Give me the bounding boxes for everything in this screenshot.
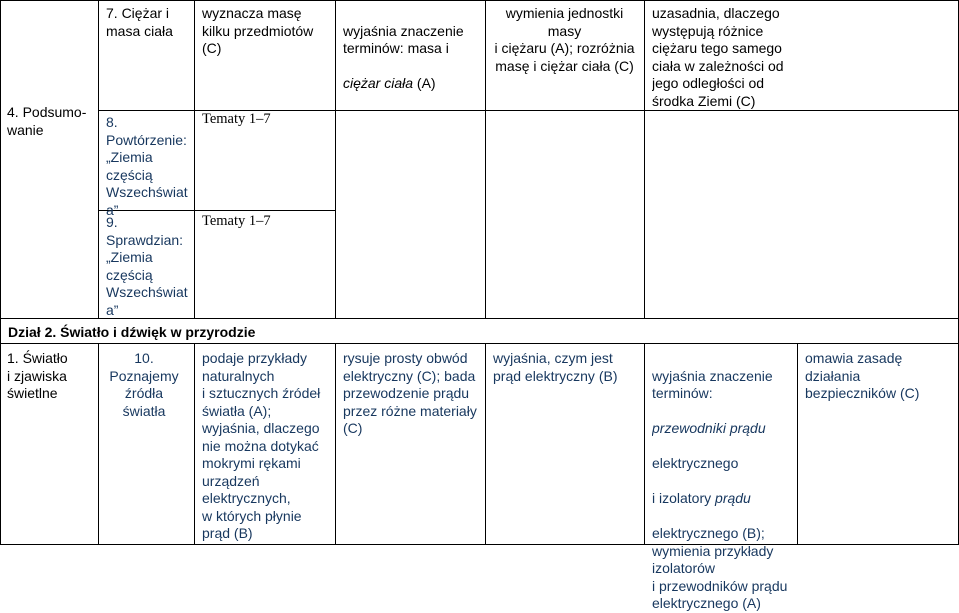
lesson-10-term-conductors: przewodniki prądu bbox=[652, 420, 766, 436]
col-line-4-bottom bbox=[485, 343, 486, 545]
lesson-7-requirement-excellent: uzasadnia, dlaczego występują różnice ciężaru tego samego ciała w zależności od jego odległości od środka Ziemi (C) bbox=[652, 5, 784, 109]
lesson-10-requirement-outstanding: omawia zasadę działania bezpieczników (C) bbox=[805, 350, 920, 401]
lesson-10-requirement-basic: podaje przykłady naturalnych i sztucznych źródeł światła (A); wyjaśnia, dlaczego nie można dotykać mokrymi rękami urządzeń elektrycznych, w których płynie prąd (B) bbox=[202, 350, 321, 541]
lesson-7-extended-term: ciężar ciała bbox=[343, 75, 414, 91]
col-line-2-bottom bbox=[194, 343, 195, 545]
col-line-1-top bbox=[98, 0, 99, 318]
col-line-5-bottom bbox=[644, 343, 645, 545]
lesson-10-term-current: prądu bbox=[715, 490, 751, 506]
lesson-7-title: 7. Ciężar i masa ciała bbox=[106, 5, 173, 39]
unit-summary-cell: 4. Podsumo- wanie bbox=[7, 104, 87, 138]
lesson-8-title: 8. Powtórzenie: „Ziemia częścią Wszechświat a” bbox=[106, 114, 188, 218]
lesson-10-insulators-pre: i izolatory bbox=[652, 490, 716, 506]
lesson-10-electric-word-1: elektrycznego bbox=[652, 455, 739, 471]
lesson-10-requirement-extended: rysuje prosty obwód elektryczny (C); bada przewodzenie prądu przez różne materiały (C) bbox=[343, 350, 477, 436]
lesson-10-excellent-intro: wyjaśnia znaczenie terminów: bbox=[652, 367, 773, 401]
unit-light-cell: 1. Światło i zjawiska świetlne bbox=[7, 350, 68, 401]
col-line-4-top bbox=[485, 0, 486, 318]
lesson-8-topics: Tematy 1–7 bbox=[202, 111, 271, 127]
row-divider-section-bottom bbox=[0, 343, 959, 344]
lesson-10-requirement-advanced: wyjaśnia, czym jest prąd elektryczny (B) bbox=[493, 350, 618, 384]
col-line-6-bottom bbox=[797, 343, 798, 545]
col-line-2-top bbox=[194, 0, 195, 318]
lesson-10-requirement-excellent bbox=[652, 350, 797, 613]
col-line-3-bottom bbox=[335, 343, 336, 545]
col-line-1-bottom bbox=[98, 343, 99, 545]
lesson-10-excellent-rest: elektrycznego (B); wymienia przykłady izolatorów i przewodników prądu elektrycznego (A) bbox=[652, 525, 788, 611]
lesson-7-extended-text: wyjaśnia znaczenie terminów: masa i bbox=[343, 22, 464, 56]
lesson-7-extended-level: (A) bbox=[413, 75, 436, 91]
col-line-3-top bbox=[335, 0, 336, 318]
lesson-7-requirement-advanced: wymienia jednostki masy i ciężaru (A); rozróżnia masę i ciężar ciała (C) bbox=[494, 5, 635, 74]
top-border bbox=[0, 0, 959, 1]
col-line-5-top bbox=[644, 0, 645, 318]
lesson-10-title: 10. Poznajemy źródła światła bbox=[109, 350, 179, 419]
lesson-7-requirement-extended bbox=[343, 5, 483, 93]
col-line-0 bbox=[0, 0, 1, 545]
lesson-7-requirement-basic: wyznacza masę kilku przedmiotów (C) bbox=[202, 5, 314, 56]
lesson-9-topics: Tematy 1–7 bbox=[202, 213, 271, 229]
row-divider-7-8-rest bbox=[335, 110, 958, 111]
section-title: Dział 2. Światło i dźwięk w przyrodzie bbox=[8, 324, 256, 340]
lesson-9-title: 9. Sprawdzian: „Ziemia częścią Wszechświat a” bbox=[106, 214, 188, 318]
